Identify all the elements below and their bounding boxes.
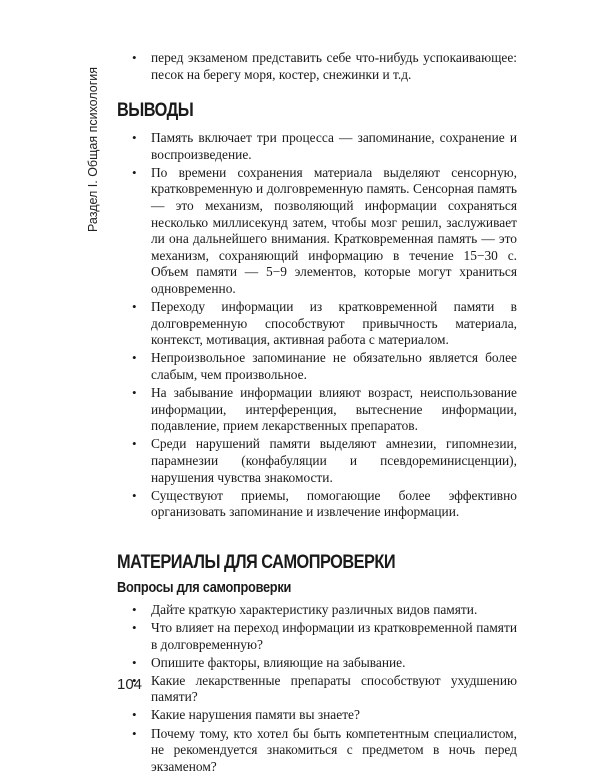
- list-item: • Существуют приемы, помогающие более эффективно организовать запоминание и извлечение информации.: [117, 488, 517, 521]
- list-item: • Память включает три процесса — запоминание, сохранение и воспроизведение.: [117, 130, 517, 163]
- list-item: • перед экзаменом представить себе что-нибудь успокаивающее: песок на берегу моря, костер, снежинки и т.д.: [117, 50, 517, 83]
- list-item: • Переходу информации из кратковременной памяти в долговременную способствуют привычность материала, контекст, мотивация, активная работа с материалом.: [117, 299, 517, 349]
- self-check-heading: МАТЕРИАЛЫ ДЛЯ САМОПРОВЕРКИ: [117, 551, 396, 573]
- conclusions-list: [117, 130, 517, 521]
- list-item: • Что влияет на переход информации из кратковременной памяти в долговременную?: [117, 620, 517, 653]
- list-item: • Среди нарушений памяти выделяют амнезии, гипомнезии, парамнезии (конфабуляции и псевдореминисценции), нарушения чувства знакомости.: [117, 436, 517, 486]
- intro-list: [117, 50, 517, 83]
- questions-list: [117, 602, 517, 775]
- conclusions-heading: ВЫВОДЫ: [117, 100, 194, 122]
- section-side-label: Раздел I. Общая психология: [86, 66, 100, 232]
- list-item: • Почему тому, кто хотел бы быть компетентным специалистом, не рекомендуется знакомиться с предметом в ночь перед экзаменом?: [117, 726, 517, 776]
- list-item: • Непроизвольное запоминание не обязательно является более слабым, чем произвольное.: [117, 350, 517, 383]
- page-content: [117, 50, 517, 777]
- list-item: • Опишите факторы, влияющие на забывание.: [117, 655, 517, 672]
- list-item: • На забывание информации влияют возраст, неиспользование информации, интерференция, вытеснение информации, подавление, прием лекарственных препаратов.: [117, 385, 517, 435]
- list-item: • Какие нарушения памяти вы знаете?: [117, 707, 517, 724]
- page-number: 104: [117, 676, 143, 693]
- list-item: • Какие лекарственные препараты способствуют ухудшению памяти?: [117, 673, 517, 706]
- list-item: • Дайте краткую характеристику различных видов памяти.: [117, 602, 517, 619]
- list-item: • По времени сохранения материала выделяют сенсорную, кратковременную и долговременную память. Сенсорная память — это механизм, позволяющий информации сохраняться несколько миллисекунд затем, чтобы мозг решил, заслуживает ли она дальнейшего внимания. Кратковременная память — это механизм, сохраняющий информацию в течение 15−30 с. Объем памяти — 5−9 элементов, которые могут храниться одновременно.: [117, 165, 517, 298]
- questions-subheading: Вопросы для самопроверки: [117, 579, 292, 596]
